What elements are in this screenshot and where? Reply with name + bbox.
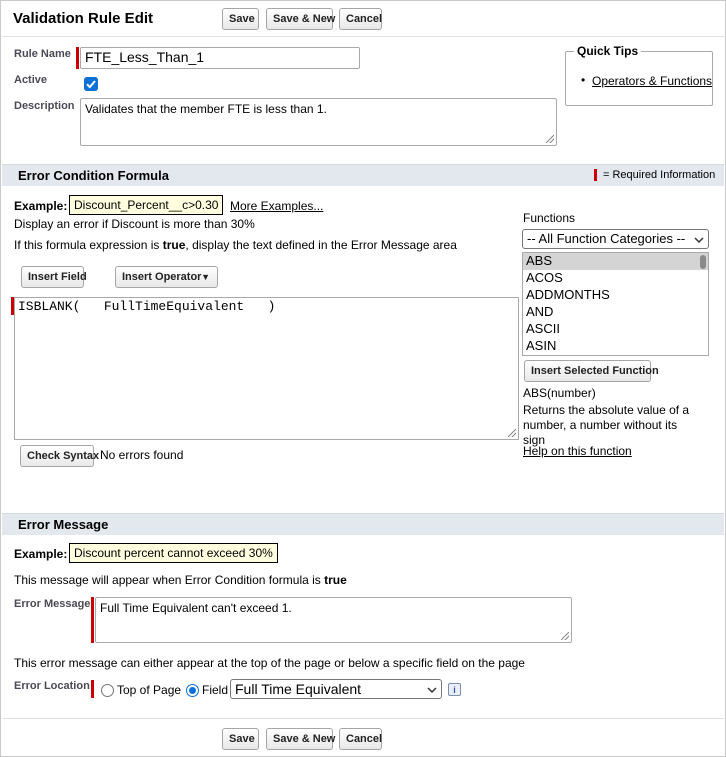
operators-functions-link[interactable]: Operators & Functions [592,74,713,88]
chevron-down-icon [694,236,704,244]
field-select[interactable] [230,679,442,699]
function-item[interactable]: ASCII [526,321,560,336]
location-note: This error message can either appear at the top of the page or below a specific field on the page [14,656,525,670]
rule-name-input[interactable]: FTE_Less_Than_1 [80,47,360,69]
function-item[interactable]: ADDMONTHS [526,287,610,302]
section-title: Error Condition Formula [18,168,169,183]
required-indicator [91,597,94,643]
formula-help-text [14,238,457,252]
footer-divider [2,718,724,719]
quick-tips-bullet: • [581,73,586,87]
resize-handle[interactable] [561,632,569,640]
example-formula: Discount_Percent__c>0.30 [69,195,223,215]
help-text-bold: true [162,238,186,252]
message-appear-text [14,573,347,587]
insert-field-button[interactable]: Insert Field [21,266,84,288]
function-item[interactable]: AND [526,304,554,319]
example-description: Display an error if Discount is more than 30% [14,217,255,231]
formula-editor[interactable] [14,297,519,440]
resize-handle[interactable] [546,135,554,143]
page-title: Validation Rule Edit [13,10,154,27]
error-location-label: Error Location [14,680,90,692]
insert-selected-function-button[interactable]: Insert Selected Function [524,360,651,382]
save-button[interactable]: Save [222,8,259,30]
function-category-value: -- All Function Categories -- [527,231,686,246]
cancel-button[interactable]: Cancel [339,728,382,750]
function-signature: ABS(number) [523,386,596,400]
check-syntax-button[interactable]: Check Syntax [20,445,94,467]
error-message-textarea[interactable] [95,597,572,643]
rule-name-label: Rule Name [14,48,71,60]
quick-tips-title: Quick Tips [574,44,641,58]
appear-text-prefix: This message will appear when Error Condition formula is [14,573,325,587]
active-checkbox[interactable] [84,77,98,91]
save-and-new-button[interactable]: Save & New [266,8,333,30]
required-info-marker [594,169,597,181]
function-item[interactable]: ABS [523,253,708,270]
chevron-down-icon [427,686,437,694]
error-message-label: Error Message [14,598,91,610]
header-divider [2,36,724,37]
functions-label: Functions [523,211,576,225]
example-label: Example: [14,547,68,561]
insert-operator-button[interactable] [115,266,218,288]
description-label: Description [14,100,75,112]
top-of-page-radio[interactable] [101,684,114,697]
field-select-value: Full Time Equivalent [235,681,362,697]
description-textarea[interactable] [80,98,557,146]
example-label: Example: [14,199,68,213]
error-message-text: Full Time Equivalent can't exceed 1. [100,601,292,615]
syntax-status: No errors found [100,448,184,462]
more-examples-link[interactable]: More Examples... [230,199,324,213]
function-category-select[interactable] [522,229,709,249]
active-label: Active [14,74,48,86]
save-button[interactable]: Save [222,728,259,750]
help-text-prefix: If this formula expression is [14,238,163,252]
dropdown-arrow-icon: ▼ [201,272,210,282]
required-info-text: = Required Information [603,169,716,181]
description-text: Validates that the member FTE is less than 1. [85,102,327,116]
radio-selected-dot [189,687,196,694]
function-description: Returns the absolute value of a number, a number without its sign [523,403,690,447]
function-list[interactable] [522,252,709,356]
save-and-new-button[interactable]: Save & New [266,728,333,750]
cancel-button[interactable]: Cancel [339,8,382,30]
info-icon[interactable]: i [448,683,461,696]
error-message-section-header [2,513,724,535]
function-item[interactable]: ASIN [526,338,557,353]
field-radio[interactable] [186,684,199,697]
required-indicator [91,680,94,698]
function-item[interactable]: ACOS [526,270,563,285]
field-label: Field [202,683,229,697]
example-message: Discount percent cannot exceed 30% [69,543,278,563]
checkmark-icon [84,77,98,91]
section-title: Error Message [18,517,109,532]
help-text-suffix: , display the text defined in the Error Message area [185,238,457,252]
required-indicator [76,47,79,69]
appear-text-bold: true [324,573,347,587]
help-on-function-link[interactable]: Help on this function [523,444,632,458]
top-of-page-label: Top of Page [117,683,182,697]
formula-text: ISBLANK( FullTimeEquivalent ) [18,299,276,314]
resize-handle[interactable] [508,429,516,437]
scrollbar-thumb[interactable] [700,255,706,269]
insert-operator-label: Insert Operator [122,271,202,283]
